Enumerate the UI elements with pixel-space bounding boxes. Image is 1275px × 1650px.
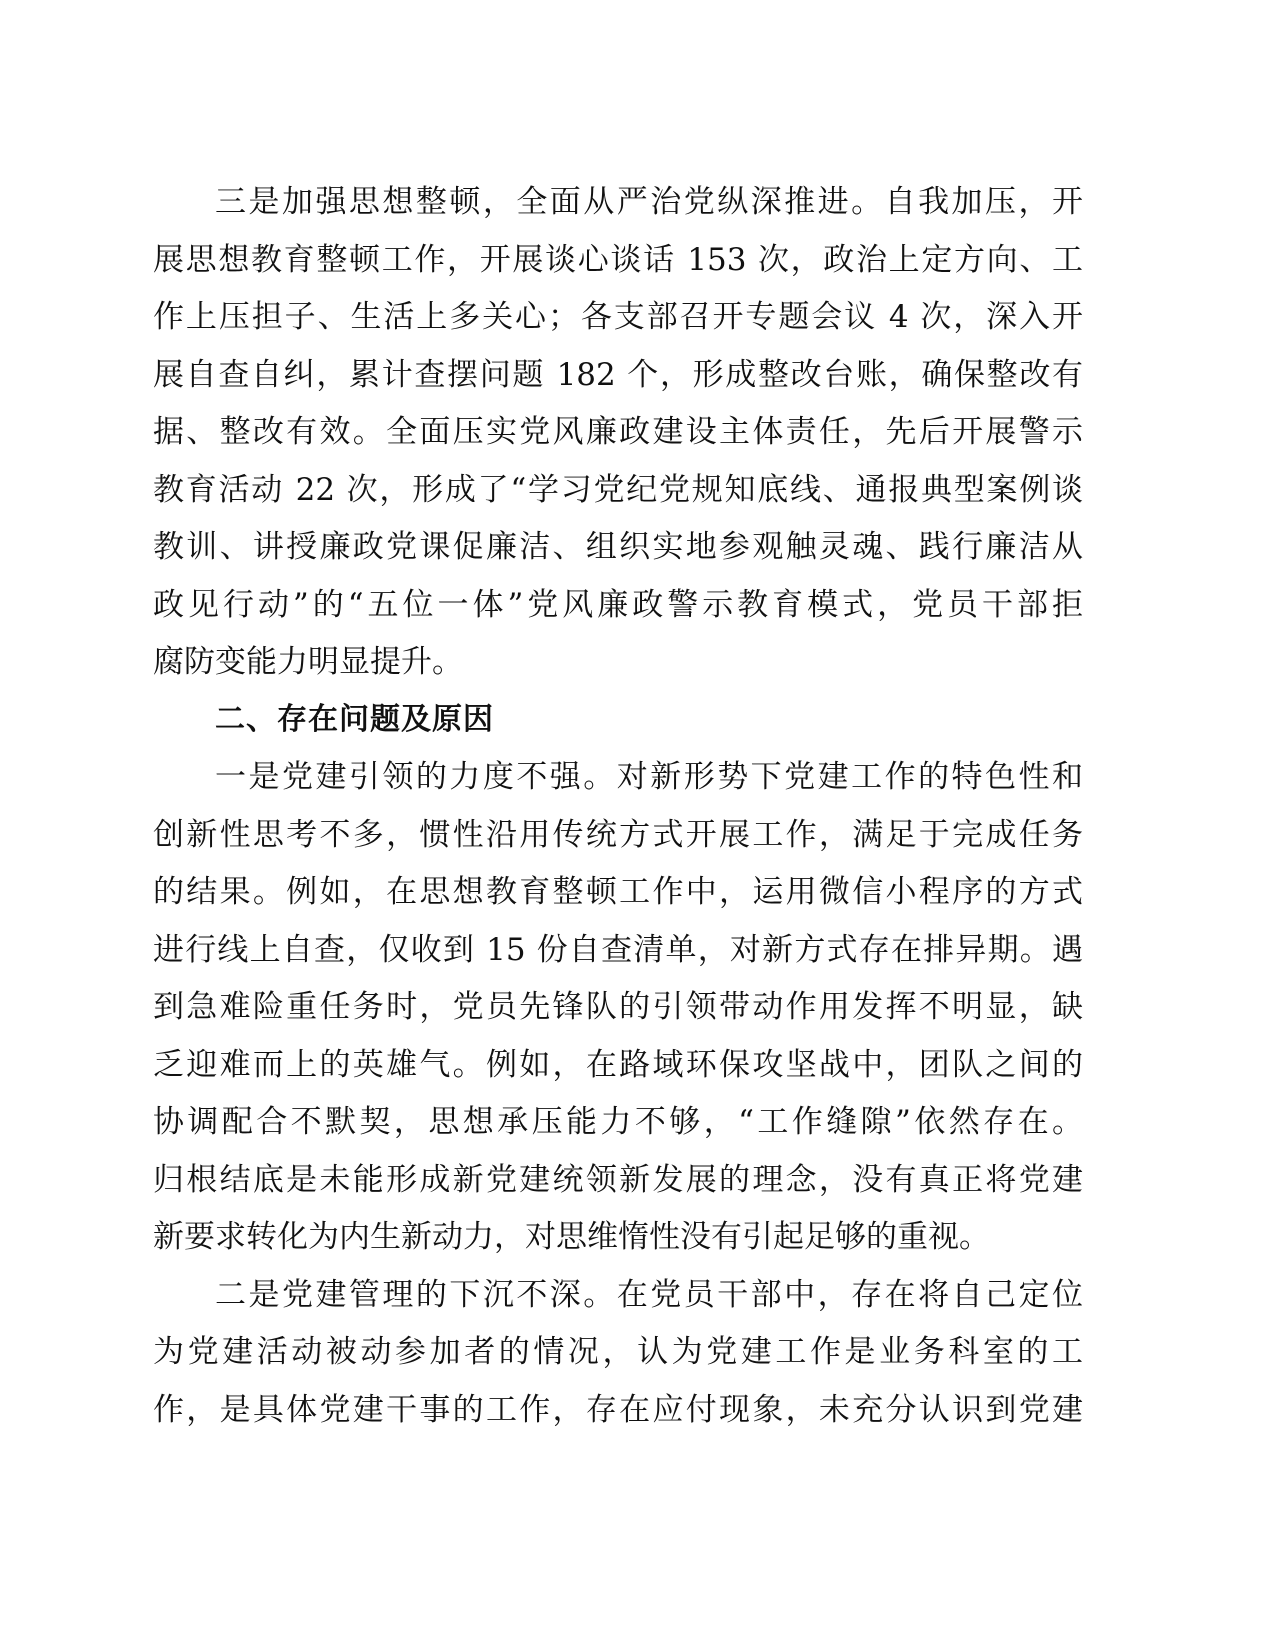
section-heading: 二、存在问题及原因 (215, 701, 494, 737)
paragraph-line: 的结果。例如，在思想教育整顿工作中，运用微信小程序的方式 (153, 874, 1083, 910)
paragraph-line: 政见行动”的“五位一体”党风廉政警示教育模式，党员干部拒 (153, 586, 1083, 623)
paragraph-line: 腐防变能力明显提升。 (153, 644, 463, 680)
paragraph-line: 二是党建管理的下沉不深。在党员干部中，存在将自己定位 (215, 1276, 1083, 1313)
paragraph-line: 进行线上自查，仅收到 15 份自查清单，对新方式存在排异期。遇 (153, 931, 1083, 968)
paragraph-line: 三是加强思想整顿，全面从严治党纵深推进。自我加压，开 (215, 184, 1083, 220)
paragraph-line: 教育活动 22 次，形成了“学习党纪党规知底线、通报典型案例谈 (153, 471, 1083, 508)
paragraph-line: 乏迎难而上的英雄气。例如，在路域环保攻坚战中，团队之间的 (153, 1046, 1083, 1083)
document-body (153, 180, 1083, 1445)
paragraph-line: 协调配合不默契，思想承压能力不够，“工作缝隙”依然存在。 (153, 1104, 1083, 1140)
paragraph-line: 据、整改有效。全面压实党风廉政建设主体责任，先后开展警示 (153, 414, 1083, 450)
paragraph-line: 展自查自纠，累计查摆问题 182 个，形成整改台账，确保整改有 (153, 356, 1083, 393)
paragraph-line: 为党建活动被动参加者的情况，认为党建工作是业务科室的工 (153, 1334, 1083, 1370)
paragraph-line: 到急难险重任务时，党员先锋队的引领带动作用发挥不明显，缺 (153, 989, 1083, 1025)
paragraph-line: 作上压担子、生活上多关心；各支部召开专题会议 4 次，深入开 (153, 299, 1083, 335)
paragraph-line: 作，是具体党建干事的工作，存在应付现象，未充分认识到党建 (153, 1391, 1083, 1428)
paragraph-line: 教训、讲授廉政党课促廉洁、组织实地参观触灵魂、践行廉洁从 (153, 529, 1083, 565)
paragraph-line: 创新性思考不多，惯性沿用传统方式开展工作，满足于完成任务 (153, 816, 1083, 853)
paragraph-line: 展思想教育整顿工作，开展谈心谈话 153 次，政治上定方向、工 (153, 241, 1083, 278)
paragraph-line: 一是党建引领的力度不强。对新形势下党建工作的特色性和 (215, 759, 1083, 795)
paragraph-line: 新要求转化为内生新动力，对思维惰性没有引起足够的重视。 (153, 1219, 990, 1255)
paragraph-line: 归根结底是未能形成新党建统领新发展的理念，没有真正将党建 (153, 1161, 1083, 1198)
